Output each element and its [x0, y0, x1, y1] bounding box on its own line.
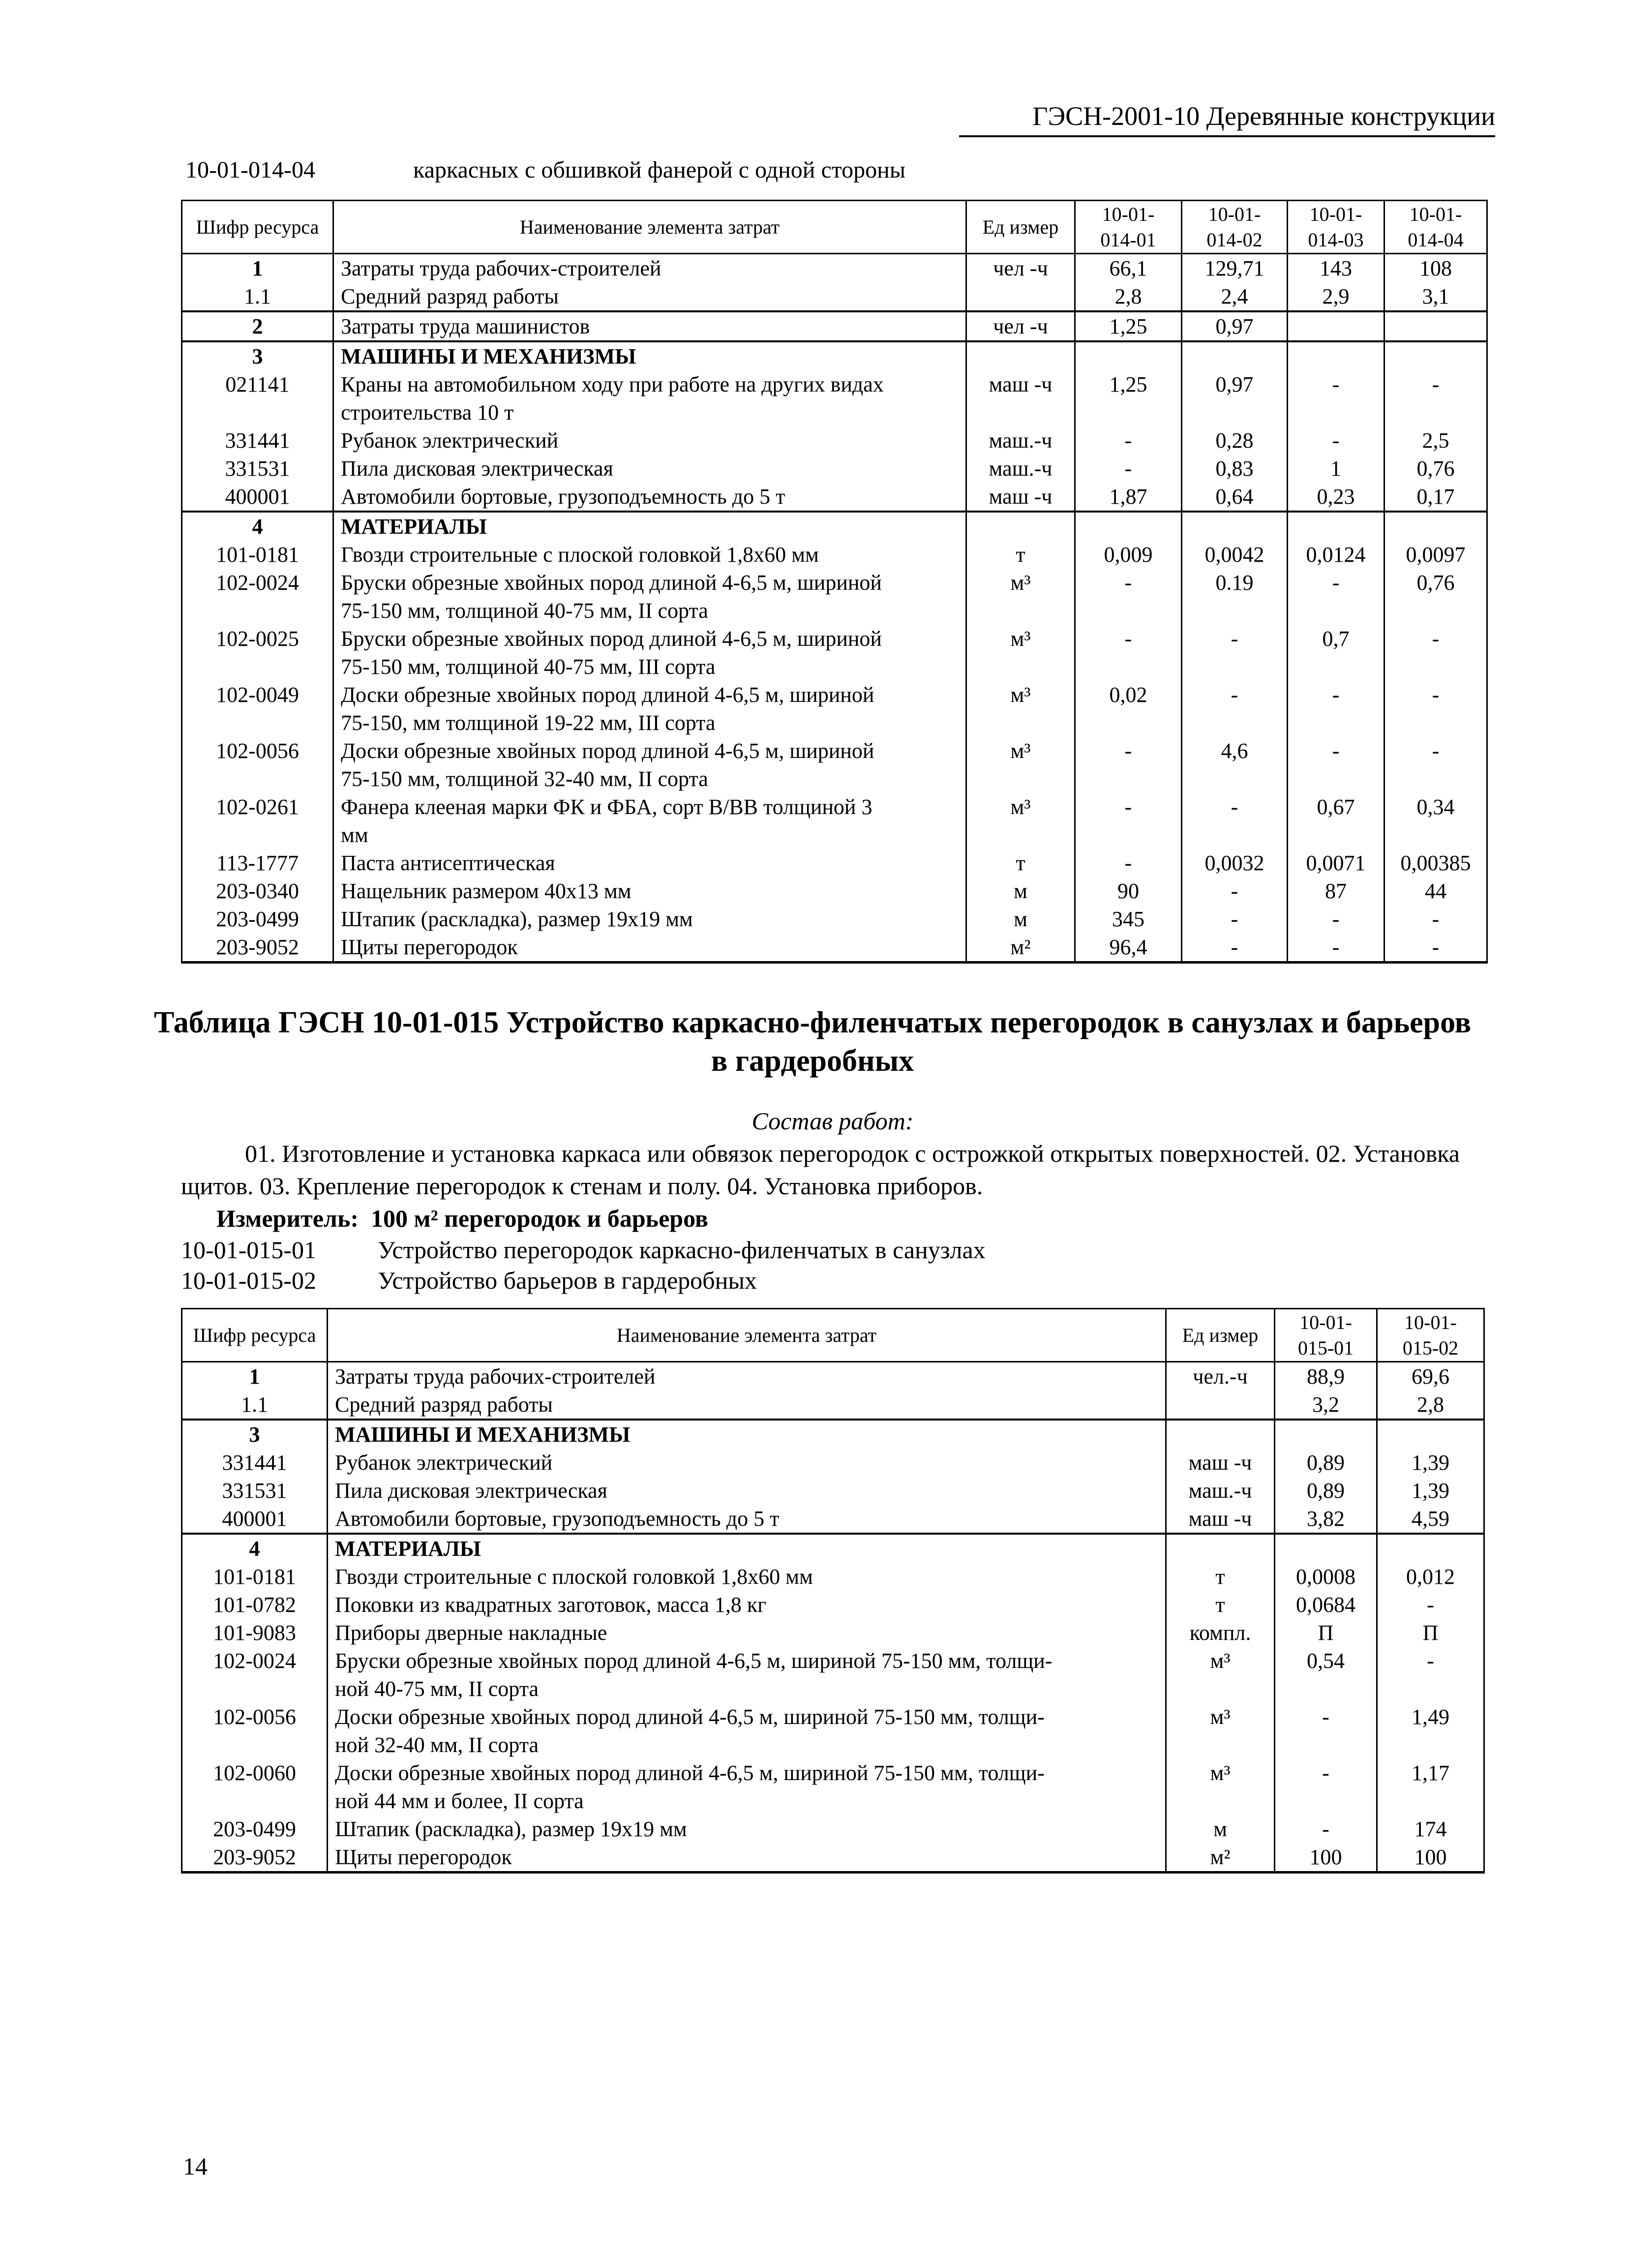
value-cell: - — [1075, 625, 1182, 681]
resource-code: 331441 — [182, 426, 333, 454]
column-header: 10-01- 014-03 — [1288, 201, 1384, 254]
table-header-row — [182, 1309, 1484, 1362]
unit: м³ — [966, 681, 1075, 737]
resource-name: Гвозди строительные с плоской головкой 1,8x60 мм — [333, 541, 966, 569]
value-cell — [1384, 311, 1487, 341]
value-cell: 0,54 — [1275, 1647, 1377, 1703]
value-cell: 0,23 — [1288, 483, 1384, 512]
unit: м² — [966, 933, 1075, 963]
resource-code: 331441 — [182, 1449, 328, 1477]
unit: м — [1166, 1815, 1275, 1843]
resource-name: МАТЕРИАЛЫ — [333, 512, 966, 541]
column-header: Наименование элемента затрат — [333, 201, 966, 254]
value-cell: - — [1075, 793, 1182, 849]
resource-code: 102-0261 — [182, 793, 333, 849]
subitem-list — [181, 1235, 986, 1296]
resource-code: 1 — [182, 254, 333, 283]
work-composition-text: 01. Изготовление и установка каркаса или обвязок перегородок с острожкой открытых поверхностей. 02. Установка щитов. 03. Крепление перегородок к стенам и полу. 04. Установка приборов. — [181, 1140, 1460, 1200]
value-cell: - — [1384, 905, 1487, 933]
value-cell: 0,76 — [1384, 454, 1487, 483]
value-cell: 1,25 — [1075, 370, 1182, 426]
resource-code: 203-0499 — [182, 905, 333, 933]
value-cell: 0,0124 — [1288, 541, 1384, 569]
running-header: ГЭСН-2001-10 Деревянные конструкции — [1032, 101, 1495, 131]
unit: м² — [1166, 1843, 1275, 1873]
item-code: 10-01-015-01 — [181, 1236, 316, 1264]
value-cell: 0,7 — [1288, 625, 1384, 681]
table-row — [182, 512, 1487, 541]
resource-name: Средний разряд работы — [333, 282, 966, 311]
value-cell: 345 — [1075, 905, 1182, 933]
value-cell: - — [1182, 877, 1288, 905]
value-cell: 129,71 — [1182, 254, 1288, 283]
resource-code: 102-0024 — [182, 569, 333, 625]
resource-code: 1.1 — [182, 1391, 328, 1420]
resource-code: 101-0181 — [182, 541, 333, 569]
table-row — [182, 1477, 1484, 1505]
value-cell: - — [1377, 1591, 1484, 1619]
resource-name: Затраты труда рабочих-строителей — [328, 1362, 1166, 1391]
table-row — [182, 625, 1487, 681]
unit — [966, 512, 1075, 541]
item-code: 10-01-015-02 — [181, 1267, 316, 1294]
value-cell — [1384, 341, 1487, 370]
resource-name: МАШИНЫ И МЕХАНИЗМЫ — [333, 341, 966, 370]
value-cell — [1384, 512, 1487, 541]
column-header: Шифр ресурса — [182, 1309, 328, 1362]
value-cell: - — [1275, 1703, 1377, 1759]
table-header-row — [182, 201, 1487, 254]
unit: маш -ч — [1166, 1449, 1275, 1477]
value-cell: - — [1075, 569, 1182, 625]
resource-code: 102-0049 — [182, 681, 333, 737]
value-cell: - — [1075, 454, 1182, 483]
resource-name: Затраты труда машинистов — [333, 311, 966, 341]
resource-code: 102-0024 — [182, 1647, 328, 1703]
value-cell: - — [1275, 1815, 1377, 1843]
unit — [1166, 1391, 1275, 1420]
value-cell: 0,0097 — [1384, 541, 1487, 569]
value-cell: - — [1288, 737, 1384, 793]
resource-name: Гвозди строительные с плоской головкой 1,8x60 мм — [328, 1563, 1166, 1591]
value-cell: - — [1384, 933, 1487, 963]
table-row — [182, 426, 1487, 454]
table-row — [182, 933, 1487, 963]
value-cell: 0,89 — [1275, 1449, 1377, 1477]
resource-name: Доски обрезные хвойных пород длиной 4-6,5 м, шириной 75-150 мм, толщи- ной 44 мм и более, II сорта — [328, 1759, 1166, 1815]
value-cell: 100 — [1377, 1843, 1484, 1873]
resource-name: Штапик (раскладка), размер 19x19 мм — [333, 905, 966, 933]
resource-name: Щиты перегородок — [333, 933, 966, 963]
measure-label: Измеритель: — [216, 1205, 359, 1232]
resource-code: 113-1777 — [182, 849, 333, 877]
item-text: Устройство барьеров в гардеробных — [378, 1267, 757, 1294]
resource-code: 400001 — [182, 483, 333, 512]
value-cell: - — [1182, 681, 1288, 737]
value-cell: 3,2 — [1275, 1391, 1377, 1420]
value-cell: 0,0042 — [1182, 541, 1288, 569]
unit: т — [1166, 1563, 1275, 1591]
value-cell: 0,28 — [1182, 426, 1288, 454]
resource-code: 203-9052 — [182, 1843, 328, 1873]
table-row — [182, 1647, 1484, 1703]
value-cell: 0,97 — [1182, 311, 1288, 341]
value-cell: 44 — [1384, 877, 1487, 905]
resource-code: 101-0181 — [182, 1563, 328, 1591]
value-cell: 88,9 — [1275, 1362, 1377, 1391]
resource-name: Поковки из квадратных заготовок, масса 1,8 кг — [328, 1591, 1166, 1619]
resource-name: Рубанок электрический — [333, 426, 966, 454]
unit: маш -ч — [1166, 1505, 1275, 1534]
value-cell: 0,17 — [1384, 483, 1487, 512]
value-cell: 143 — [1288, 254, 1384, 283]
section-title: Таблица ГЭСН 10-01-015 Устройство каркасно-филенчатых перегородок в санузлах и барьеров в гардеробных — [153, 1006, 1472, 1078]
column-header: 10-01- 015-02 — [1377, 1309, 1484, 1362]
value-cell: - — [1377, 1647, 1484, 1703]
value-cell: 1,25 — [1075, 311, 1182, 341]
resource-code: 1.1 — [182, 282, 333, 311]
value-cell: П — [1275, 1619, 1377, 1647]
value-cell: - — [1075, 737, 1182, 793]
table-row — [182, 454, 1487, 483]
resource-name: МАТЕРИАЛЫ — [328, 1534, 1166, 1563]
resource-code: 2 — [182, 311, 333, 341]
resource-name: Фанера клееная марки ФК и ФБА, сорт В/ВВ толщиной 3 мм — [333, 793, 966, 849]
table-row — [182, 1449, 1484, 1477]
value-cell: 66,1 — [1075, 254, 1182, 283]
value-cell: 4,6 — [1182, 737, 1288, 793]
unit: маш -ч — [966, 483, 1075, 512]
value-cell: 0,76 — [1384, 569, 1487, 625]
value-cell: 0,00385 — [1384, 849, 1487, 877]
value-cell: 1,39 — [1377, 1449, 1484, 1477]
value-cell: 108 — [1384, 254, 1487, 283]
measure-value: 100 м² перегородок и барьеров — [371, 1205, 708, 1232]
table-row — [182, 1362, 1484, 1391]
unit: м³ — [1166, 1759, 1275, 1815]
table-row — [182, 1591, 1484, 1619]
table-row — [182, 793, 1487, 849]
resource-code: 203-0340 — [182, 877, 333, 905]
value-cell: - — [1182, 793, 1288, 849]
table-row — [182, 1505, 1484, 1534]
value-cell: 1 — [1288, 454, 1384, 483]
value-cell: - — [1182, 625, 1288, 681]
unit: м³ — [966, 625, 1075, 681]
resource-code: 101-9083 — [182, 1619, 328, 1647]
list-item — [181, 1265, 986, 1296]
value-cell — [1288, 341, 1384, 370]
unit: м³ — [1166, 1647, 1275, 1703]
resource-table-014 — [181, 200, 1488, 964]
value-cell — [1288, 311, 1384, 341]
unit: м — [966, 877, 1075, 905]
table-row — [182, 254, 1487, 283]
measure-unit — [216, 1204, 708, 1233]
value-cell: 96,4 — [1075, 933, 1182, 963]
column-header: 10-01- 014-01 — [1075, 201, 1182, 254]
unit: т — [966, 541, 1075, 569]
resource-name: Приборы дверные накладные — [328, 1619, 1166, 1647]
value-cell: - — [1288, 933, 1384, 963]
table-row — [182, 541, 1487, 569]
value-cell: 1,49 — [1377, 1703, 1484, 1759]
value-cell: 2,9 — [1288, 282, 1384, 311]
value-cell: 90 — [1075, 877, 1182, 905]
resource-code: 102-0025 — [182, 625, 333, 681]
value-cell — [1075, 512, 1182, 541]
value-cell: - — [1288, 426, 1384, 454]
value-cell: - — [1075, 426, 1182, 454]
table-row — [182, 483, 1487, 512]
table-row — [182, 311, 1487, 341]
resource-name: Доски обрезные хвойных пород длиной 4-6,5 м, шириной 75-150 мм, толщиной 32-40 мм, II сорта — [333, 737, 966, 793]
table-row — [182, 1843, 1484, 1873]
value-cell: 0,67 — [1288, 793, 1384, 849]
subitem-code: 10-01-014-04 — [185, 157, 315, 183]
value-cell: 174 — [1377, 1815, 1484, 1843]
value-cell: 87 — [1288, 877, 1384, 905]
resource-name: Затраты труда рабочих-строителей — [333, 254, 966, 283]
value-cell: 0,009 — [1075, 541, 1182, 569]
value-cell: 1,17 — [1377, 1759, 1484, 1815]
unit: м³ — [966, 793, 1075, 849]
table-row — [182, 282, 1487, 311]
page-number: 14 — [183, 2152, 208, 2180]
value-cell: 1,39 — [1377, 1477, 1484, 1505]
resource-name: Щиты перегородок — [328, 1843, 1166, 1873]
item-text: Устройство перегородок каркасно-филенчатых в санузлах — [378, 1236, 986, 1264]
resource-code: 1 — [182, 1362, 328, 1391]
table-row — [182, 905, 1487, 933]
resource-name: Доски обрезные хвойных пород длиной 4-6,5 м, шириной 75-150, мм толщиной 19-22 мм, III сорта — [333, 681, 966, 737]
resource-name: Пила дисковая электрическая — [333, 454, 966, 483]
value-cell — [1288, 512, 1384, 541]
resource-table-015 — [181, 1308, 1485, 1874]
resource-name: Бруски обрезные хвойных пород длиной 4-6,5 м, шириной 75-150 мм, толщи- ной 40-75 мм, II сорта — [328, 1647, 1166, 1703]
table-row — [182, 1563, 1484, 1591]
resource-code: 331531 — [182, 1477, 328, 1505]
table-row — [182, 341, 1487, 370]
column-header: Ед измер — [1166, 1309, 1275, 1362]
table-row — [182, 1534, 1484, 1563]
value-cell: - — [1182, 933, 1288, 963]
value-cell: 3,1 — [1384, 282, 1487, 311]
value-cell: 0,34 — [1384, 793, 1487, 849]
value-cell: 100 — [1275, 1843, 1377, 1873]
value-cell: 2,8 — [1377, 1391, 1484, 1420]
value-cell: 4,59 — [1377, 1505, 1484, 1534]
resource-name: Рубанок электрический — [328, 1449, 1166, 1477]
table-row — [182, 569, 1487, 625]
column-header: 10-01- 015-01 — [1275, 1309, 1377, 1362]
value-cell: - — [1288, 370, 1384, 426]
unit: маш.-ч — [966, 426, 1075, 454]
resource-code: 021141 — [182, 370, 333, 426]
resource-name: Доски обрезные хвойных пород длиной 4-6,5 м, шириной 75-150 мм, толщи- ной 32-40 мм, II сорта — [328, 1703, 1166, 1759]
unit: т — [966, 849, 1075, 877]
resource-name: Автомобили бортовые, грузоподъемность до 5 т — [328, 1505, 1166, 1534]
resource-code: 101-0782 — [182, 1591, 328, 1619]
unit: т — [1166, 1591, 1275, 1619]
list-item — [181, 1235, 986, 1265]
resource-name: Паста антисептическая — [333, 849, 966, 877]
resource-name: МАШИНЫ И МЕХАНИЗМЫ — [328, 1420, 1166, 1449]
value-cell: 3,82 — [1275, 1505, 1377, 1534]
unit: компл. — [1166, 1619, 1275, 1647]
value-cell: 0,0008 — [1275, 1563, 1377, 1591]
resource-code: 102-0060 — [182, 1759, 328, 1815]
value-cell: - — [1384, 625, 1487, 681]
unit: м³ — [966, 569, 1075, 625]
unit: чел -ч — [966, 311, 1075, 341]
column-header: Шифр ресурса — [182, 201, 333, 254]
value-cell: 0,02 — [1075, 681, 1182, 737]
value-cell: 2,8 — [1075, 282, 1182, 311]
resource-name: Бруски обрезные хвойных пород длиной 4-6,5 м, шириной 75-150 мм, толщиной 40-75 мм, II сорта — [333, 569, 966, 625]
resource-name: Автомобили бортовые, грузоподъемность до 5 т — [333, 483, 966, 512]
resource-code: 203-9052 — [182, 933, 333, 963]
resource-name: Штапик (раскладка), размер 19x19 мм — [328, 1815, 1166, 1843]
unit: маш.-ч — [966, 454, 1075, 483]
unit — [1166, 1420, 1275, 1449]
table-row — [182, 1703, 1484, 1759]
value-cell: - — [1384, 681, 1487, 737]
unit — [1166, 1534, 1275, 1563]
resource-code: 203-0499 — [182, 1815, 328, 1843]
resource-code: 102-0056 — [182, 737, 333, 793]
unit — [966, 341, 1075, 370]
unit — [966, 282, 1075, 311]
table-row — [182, 1391, 1484, 1420]
subitem-description: каркасных с обшивкой фанерой с одной стороны — [413, 157, 906, 183]
value-cell — [1377, 1420, 1484, 1449]
resource-name: Нащельник размером 40x13 мм — [333, 877, 966, 905]
unit: чел.-ч — [1166, 1362, 1275, 1391]
table-row — [182, 681, 1487, 737]
resource-name: Бруски обрезные хвойных пород длиной 4-6,5 м, шириной 75-150 мм, толщиной 40-75 мм, III сорта — [333, 625, 966, 681]
table-row — [182, 737, 1487, 793]
table-row — [182, 1420, 1484, 1449]
value-cell: - — [1288, 905, 1384, 933]
unit: м — [966, 905, 1075, 933]
table-row — [182, 1619, 1484, 1647]
value-cell: - — [1288, 569, 1384, 625]
value-cell: - — [1384, 370, 1487, 426]
unit: чел -ч — [966, 254, 1075, 283]
column-header: Наименование элемента затрат — [328, 1309, 1166, 1362]
value-cell: 69,6 — [1377, 1362, 1484, 1391]
value-cell — [1275, 1420, 1377, 1449]
unit: м³ — [1166, 1703, 1275, 1759]
resource-code: 3 — [182, 1420, 328, 1449]
resource-name: Краны на автомобильном ходу при работе на других видах строительства 10 т — [333, 370, 966, 426]
value-cell: П — [1377, 1619, 1484, 1647]
value-cell — [1275, 1534, 1377, 1563]
value-cell: - — [1075, 849, 1182, 877]
value-cell — [1075, 341, 1182, 370]
resource-code: 331531 — [182, 454, 333, 483]
value-cell: 0,0684 — [1275, 1591, 1377, 1619]
resource-name: Средний разряд работы — [328, 1391, 1166, 1420]
table-row — [182, 1815, 1484, 1843]
table-row — [182, 877, 1487, 905]
resource-code: 400001 — [182, 1505, 328, 1534]
value-cell: - — [1384, 737, 1487, 793]
table-row — [182, 1759, 1484, 1815]
unit: м³ — [966, 737, 1075, 793]
resource-code: 3 — [182, 341, 333, 370]
value-cell: 2,5 — [1384, 426, 1487, 454]
table-row — [182, 849, 1487, 877]
value-cell: 0,0032 — [1182, 849, 1288, 877]
value-cell: - — [1275, 1759, 1377, 1815]
resource-code: 4 — [182, 512, 333, 541]
header-divider — [959, 135, 1495, 137]
column-header: Ед измер — [966, 201, 1075, 254]
value-cell — [1182, 341, 1288, 370]
value-cell: 0,012 — [1377, 1563, 1484, 1591]
work-composition-label: Состав работ: — [752, 1107, 914, 1135]
resource-code: 4 — [182, 1534, 328, 1563]
value-cell: 0,0071 — [1288, 849, 1384, 877]
value-cell: 0,64 — [1182, 483, 1288, 512]
value-cell: 1,87 — [1075, 483, 1182, 512]
unit: маш.-ч — [1166, 1477, 1275, 1505]
value-cell: 0,89 — [1275, 1477, 1377, 1505]
column-header: 10-01- 014-04 — [1384, 201, 1487, 254]
value-cell: 0.19 — [1182, 569, 1288, 625]
column-header: 10-01- 014-02 — [1182, 201, 1288, 254]
value-cell: - — [1182, 905, 1288, 933]
value-cell: 0,97 — [1182, 370, 1288, 426]
resource-code: 102-0056 — [182, 1703, 328, 1759]
table-row — [182, 370, 1487, 426]
value-cell: - — [1288, 681, 1384, 737]
value-cell — [1377, 1534, 1484, 1563]
value-cell: 0,83 — [1182, 454, 1288, 483]
resource-name: Пила дисковая электрическая — [328, 1477, 1166, 1505]
value-cell — [1182, 512, 1288, 541]
value-cell: 2,4 — [1182, 282, 1288, 311]
unit: маш -ч — [966, 370, 1075, 426]
